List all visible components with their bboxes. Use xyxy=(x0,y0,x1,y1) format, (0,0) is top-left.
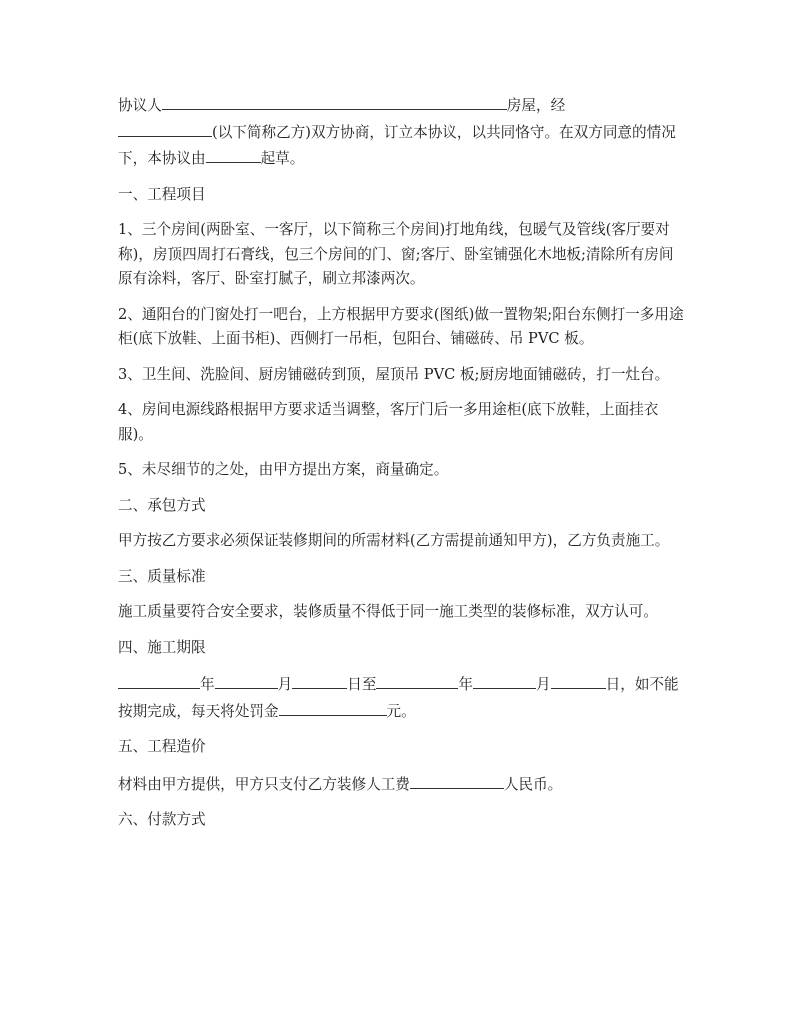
intro-text-3: (以下简称乙方)双方协商，订立本协议，以共同恪守。在双方同意的情况下，本协议由 xyxy=(118,123,676,167)
section-heading-contract-method: 二、承包方式 xyxy=(118,496,206,514)
cost-paragraph xyxy=(118,771,688,798)
project-item-4: 4、房间电源线路根据甲方要求适当调整，客厅门后一多用途柜(底下放鞋，上面挂衣服)。 xyxy=(118,401,659,443)
start-year-blank xyxy=(118,671,200,689)
fine-unit-label: 元。 xyxy=(386,702,416,720)
section-heading-payment: 六、付款方式 xyxy=(118,811,206,828)
labor-fee-blank xyxy=(410,771,504,789)
end-day-label: 日，如不能按期完成，每天将处罚金 xyxy=(118,676,679,720)
drafter-blank xyxy=(206,145,261,163)
project-item-5: 5、未尽细节的之处，由甲方提出方案，商量确定。 xyxy=(118,461,449,478)
end-year-blank xyxy=(376,671,458,689)
intro-paragraph xyxy=(118,92,688,172)
intro-text-1: 协议人 xyxy=(118,97,162,114)
period-paragraph xyxy=(118,671,688,724)
section-heading-cost: 五、工程造价 xyxy=(118,738,206,755)
fine-amount-blank xyxy=(279,698,387,716)
end-day-blank xyxy=(551,671,606,689)
intro-text-4: 起草。 xyxy=(260,150,305,167)
start-month-label: 月 xyxy=(277,676,293,693)
section-heading-period: 四、施工期限 xyxy=(118,638,206,656)
quality-body: 施工质量要符合安全要求，装修质量不得低于同一施工类型的装修标准，双方认可。 xyxy=(118,603,658,620)
cost-text-1: 材料由甲方提供，甲方只支付乙方装修人工费 xyxy=(118,775,410,793)
end-month-label: 月 xyxy=(536,676,551,693)
start-month-blank xyxy=(215,671,278,689)
intro-text-2: 房屋，经 xyxy=(506,97,566,114)
start-day-blank xyxy=(292,671,347,689)
project-item-1: 1、三个房间(两卧室、一客厅，以下简称三个房间)打地角线，包暖气及管线(客厅要对称)，房顶四周打石膏线，包三个房间的门、窗;客厅、卧室铺强化木地板;清除所有房间原有涂料，客厅、卧室打腻子，刷立邦漆两次。 xyxy=(118,221,674,287)
project-item-2: 2、通阳台的门窗处打一吧台，上方根据甲方要求(图纸)做一置物架;阳台东侧打一多用途柜(底下放鞋、上面书柜)、西侧打一吊柜，包阳台、铺磁砖、吊 PVC 板。 xyxy=(118,305,684,347)
contract-method-body: 甲方按乙方要求必须保证装修期间的所需材料(乙方需提前通知甲方)，乙方负责施工。 xyxy=(118,532,670,549)
agreement-body xyxy=(118,92,688,844)
start-year-label: 年 xyxy=(200,676,215,693)
party-b-blank xyxy=(118,119,212,137)
end-month-blank xyxy=(473,671,536,689)
section-heading-project: 一、工程项目 xyxy=(118,185,206,203)
cost-text-2: 人民币。 xyxy=(503,775,563,793)
start-day-label: 日至 xyxy=(347,676,377,693)
end-year-label: 年 xyxy=(458,676,474,693)
section-heading-quality: 三、质量标准 xyxy=(118,567,206,585)
party-a-blank xyxy=(162,92,507,110)
project-item-3: 3、卫生间、洗脸间、厨房铺磁砖到顶，屋顶吊 PVC 板;厨房地面铺磁砖，打一灶台。 xyxy=(118,365,670,383)
